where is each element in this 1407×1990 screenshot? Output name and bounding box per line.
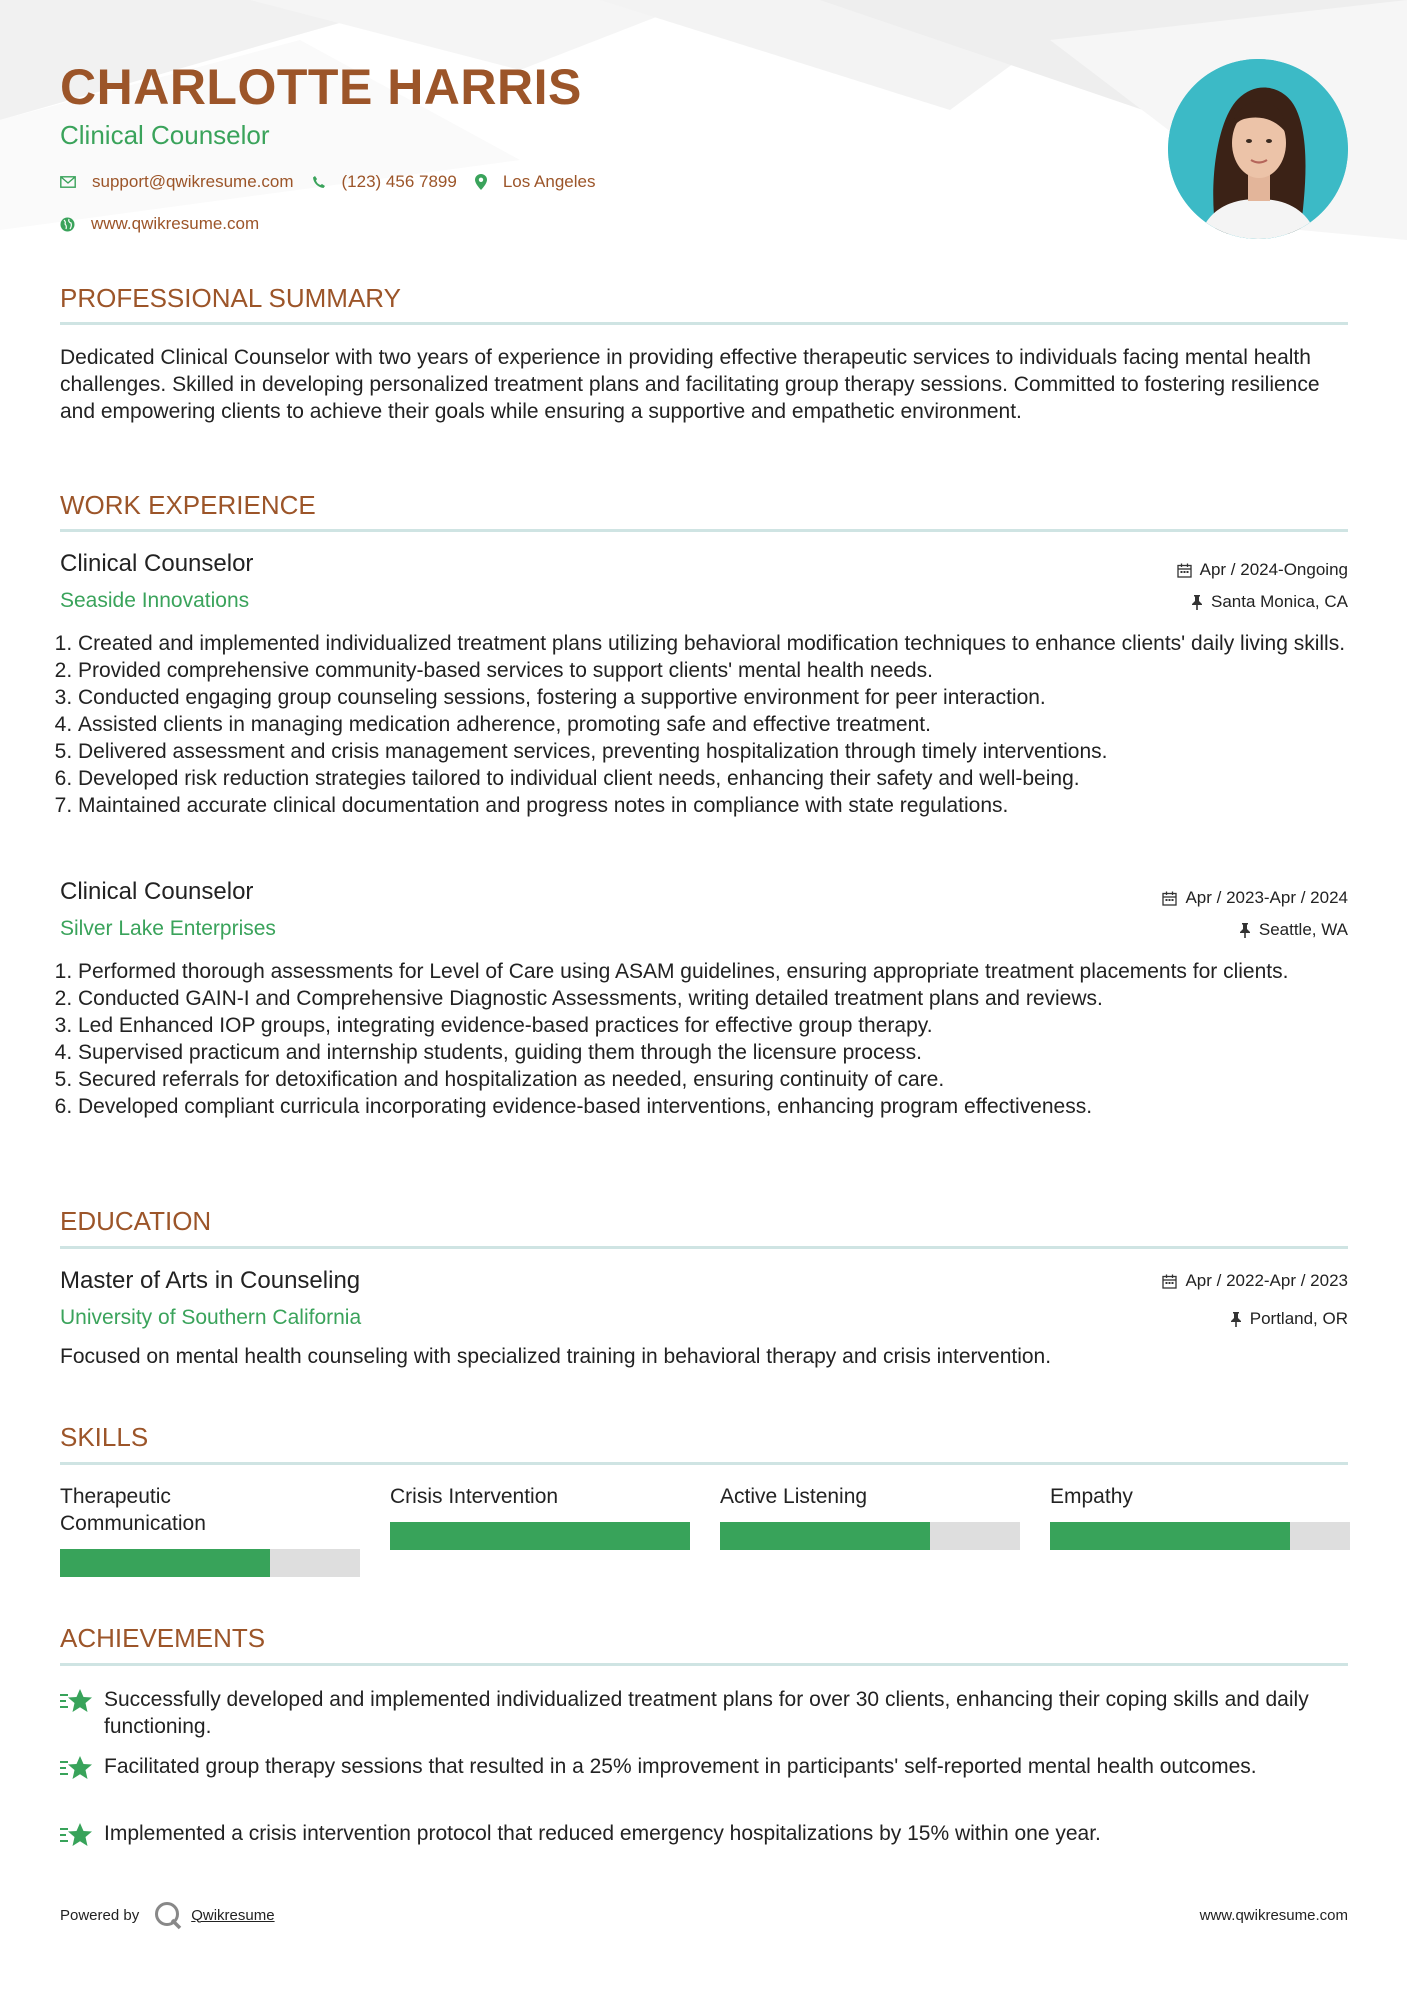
profile-photo: [1168, 59, 1348, 239]
skill-item: [1050, 1483, 1350, 1510]
list-item: 1. Performed thorough assessments for Level of Care using ASAM guidelines, ensuring appropriate treatment placements for clients.: [78, 958, 1366, 985]
skill-bar-fill: [720, 1522, 930, 1550]
list-item: 2. Conducted GAIN-I and Comprehensive Diagnostic Assessments, writing detailed treatment plans and reviews.: [78, 985, 1366, 1012]
section-title-education: EDUCATION: [60, 1206, 212, 1236]
section-divider: [60, 1462, 1348, 1465]
skill-bar-fill: [390, 1522, 690, 1550]
star-badge-icon: [60, 1755, 92, 1781]
achievement-text: Implemented a crisis intervention protocol that reduced emergency hospitalizations by 15% within one year.: [104, 1822, 1101, 1845]
phone-icon: [312, 175, 326, 189]
degree-title: Master of Arts in Counseling: [60, 1267, 361, 1294]
job-location-text: Seattle, WA: [1258, 920, 1348, 939]
section-title-achievements: ACHIEVEMENTS: [60, 1623, 266, 1653]
contact-website[interactable]: [60, 214, 259, 234]
candidate-role: Clinical Counselor: [60, 120, 270, 150]
list-item: 7. Maintained accurate clinical documentation and progress notes in compliance with state regulations.: [78, 792, 1366, 819]
qwikresume-link[interactable]: Qwikresume: [191, 1906, 275, 1924]
phone-text: (123) 456 7899: [341, 172, 457, 191]
contact-location: [475, 172, 596, 192]
company-name: Seaside Innovations: [60, 589, 250, 612]
skill-bar: [1050, 1522, 1350, 1550]
contact-row-secondary: [60, 214, 277, 234]
section-divider: [60, 1663, 1348, 1666]
location-text: Los Angeles: [502, 172, 596, 191]
footer-website[interactable]: www.qwikresume.com: [1199, 1906, 1348, 1924]
powered-by-text: Powered by: [60, 1906, 140, 1924]
skill-bar-fill: [60, 1549, 270, 1577]
candidate-name: CHARLOTTE HARRIS: [60, 59, 582, 115]
globe-icon: [60, 217, 75, 232]
email-text: support@qwikresume.com: [92, 172, 294, 191]
list-item: 2. Provided comprehensive community-based services to support clients' mental health needs.: [78, 657, 1366, 684]
achievement-item: [60, 1686, 1348, 1740]
skill-label: Crisis Intervention: [390, 1485, 559, 1508]
job-dates-text: Apr / 2024-Ongoing: [1199, 560, 1348, 579]
skill-label: Active Listening: [720, 1485, 868, 1508]
section-divider: [60, 529, 1348, 532]
skill-item: [390, 1483, 690, 1510]
list-item: 3. Led Enhanced IOP groups, integrating evidence-based practices for effective group therapy.: [78, 1012, 1366, 1039]
skill-label: Empathy: [1050, 1485, 1133, 1508]
list-item: 6. Developed risk reduction strategies tailored to individual client needs, enhancing their safety and well-being.: [78, 765, 1366, 792]
footer: [60, 1900, 1348, 1930]
skill-bar: [720, 1522, 1020, 1550]
list-item: 5. Delivered assessment and crisis management services, preventing hospitalization through timely interventions.: [78, 738, 1366, 765]
education-dates: [1162, 1271, 1348, 1291]
contact-email[interactable]: [60, 172, 294, 192]
skill-item: [60, 1483, 360, 1537]
calendar-icon: [1162, 891, 1177, 906]
education-description: Focused on mental health counseling with specialized training in behavioral therapy and crisis intervention.: [60, 1345, 1052, 1368]
contact-row-primary: [60, 172, 613, 192]
job-dates-text: Apr / 2023-Apr / 2024: [1185, 888, 1348, 907]
list-item: 1. Created and implemented individualized treatment plans utilizing behavioral modification techniques to enhance clients' daily living skills.: [78, 630, 1366, 657]
section-title-experience: WORK EXPERIENCE: [60, 490, 316, 520]
pushpin-icon: [1191, 595, 1203, 610]
job-location-text: Santa Monica, CA: [1210, 592, 1348, 611]
section-title-summary: PROFESSIONAL SUMMARY: [60, 283, 401, 313]
qwikresume-logo-icon: [153, 1900, 183, 1930]
section-divider: [60, 322, 1348, 325]
skill-bar: [60, 1549, 360, 1577]
achievement-item: [60, 1820, 1348, 1853]
education-dates-text: Apr / 2022-Apr / 2023: [1185, 1271, 1348, 1290]
skill-bar: [390, 1522, 690, 1550]
job-bullets: [60, 958, 1366, 1120]
map-pin-icon: [475, 174, 487, 190]
job-title: Clinical Counselor: [60, 550, 254, 577]
website-text: www.qwikresume.com: [91, 214, 260, 233]
job-title: Clinical Counselor: [60, 878, 254, 905]
education-location: [1230, 1309, 1348, 1329]
pushpin-icon: [1230, 1312, 1242, 1327]
summary-text: Dedicated Clinical Counselor with two years of experience in providing effective therapeutic services to individuals facing mental health challenges. Skilled in developing personalized treatment plans and facilitating group therapy sessions. Committed to fostering resilience and empowering clients to achieve their goals while ensuring a supportive and empathetic environment.: [60, 346, 1320, 423]
list-item: 4. Supervised practicum and internship students, guiding them through the licensure process.: [78, 1039, 1366, 1066]
list-item: 5. Secured referrals for detoxification and hospitalization as needed, ensuring continuity of care.: [78, 1066, 1366, 1093]
achievement-item: [60, 1753, 1348, 1786]
skill-item: [720, 1483, 1020, 1510]
section-title-skills: SKILLS: [60, 1422, 149, 1452]
skill-label: Therapeutic Communication: [60, 1485, 206, 1535]
job-dates: [1162, 888, 1348, 908]
achievement-text: Successfully developed and implemented individualized treatment plans for over 30 clients, enhancing their coping skills and daily functioning.: [104, 1688, 1309, 1738]
job-bullets: [60, 630, 1366, 819]
achievement-text: Facilitated group therapy sessions that resulted in a 25% improvement in participants' self-reported mental health outcomes.: [104, 1755, 1257, 1778]
education-location-text: Portland, OR: [1249, 1309, 1348, 1328]
school-name: University of Southern California: [60, 1306, 362, 1329]
contact-phone[interactable]: [312, 172, 457, 192]
avatar-illustration: [1168, 59, 1348, 239]
star-badge-icon: [60, 1688, 92, 1714]
skill-bar-fill: [1050, 1522, 1290, 1550]
job-location: [1191, 592, 1348, 612]
list-item: 4. Assisted clients in managing medication adherence, promoting safe and effective treatment.: [78, 711, 1366, 738]
section-divider: [60, 1246, 1348, 1249]
calendar-icon: [1162, 1274, 1177, 1289]
star-badge-icon: [60, 1822, 92, 1848]
envelope-icon: [60, 176, 76, 188]
job-location: [1239, 920, 1348, 940]
list-item: 6. Developed compliant curricula incorporating evidence-based interventions, enhancing program effectiveness.: [78, 1093, 1366, 1120]
calendar-icon: [1177, 563, 1192, 578]
pushpin-icon: [1239, 923, 1251, 938]
job-dates: [1177, 560, 1348, 580]
list-item: 3. Conducted engaging group counseling sessions, fostering a supportive environment for peer interaction.: [78, 684, 1366, 711]
company-name: Silver Lake Enterprises: [60, 917, 276, 940]
